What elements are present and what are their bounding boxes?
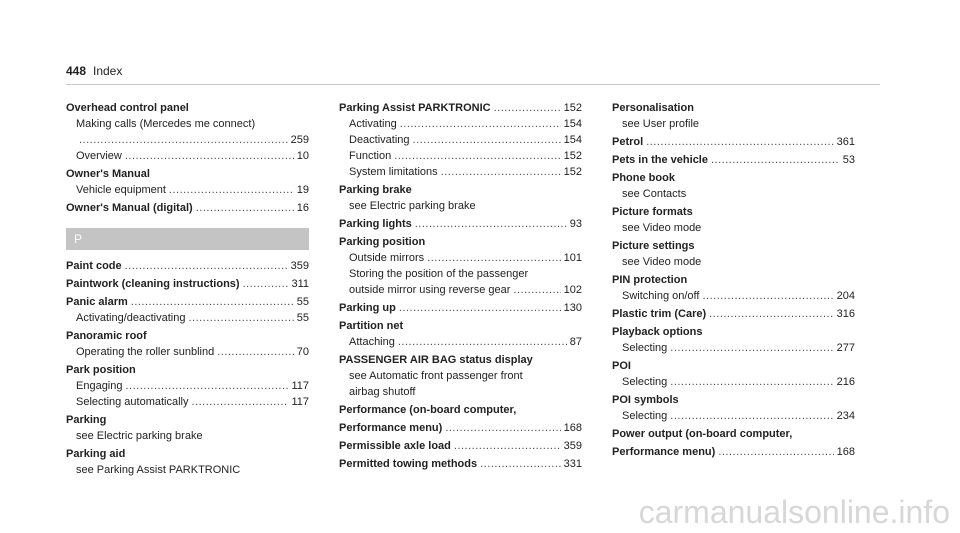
sub-entry — [339, 334, 582, 350]
leader-dots — [79, 132, 288, 148]
index-entry — [612, 204, 855, 236]
page-ref: 102 — [563, 284, 582, 296]
leader-dots — [718, 444, 833, 460]
leader-dots — [415, 216, 567, 232]
index-entry — [339, 438, 582, 454]
page-ref: 117 — [291, 396, 309, 408]
sub-entry — [66, 344, 309, 360]
index-entry — [66, 276, 309, 292]
index-entry — [339, 456, 582, 472]
sub-entry — [66, 148, 309, 164]
sub-entry-text: Storing the position of the passenger — [349, 268, 529, 280]
sub-entry-text: Function — [349, 150, 392, 162]
leader-dots — [192, 394, 289, 410]
sub-entry-text: see User profile — [622, 118, 700, 130]
index-entry — [66, 294, 309, 326]
leader-dots — [126, 378, 289, 394]
page-ref: 152 — [563, 150, 582, 162]
leader-dots — [125, 148, 294, 164]
entry-title: Owner's Manual (digital) — [66, 202, 193, 214]
index-entry — [612, 306, 855, 322]
index-entry — [612, 392, 855, 424]
page-ref: 101 — [563, 252, 582, 264]
entry-title: Personalisation — [612, 102, 694, 114]
entry-heading — [66, 258, 309, 274]
index-entry — [612, 324, 855, 356]
leader-dots — [445, 420, 560, 436]
sub-entry — [612, 340, 855, 356]
entry-title: Performance (on-board computer, — [339, 404, 517, 416]
sub-entry — [339, 164, 582, 180]
entry-title: Parking lights — [339, 218, 412, 230]
index-entry — [66, 412, 309, 444]
leader-dots — [670, 408, 833, 424]
page-ref: 234 — [836, 410, 855, 422]
page-ref: 168 — [563, 422, 582, 434]
sub-entry-text: Engaging — [76, 380, 123, 392]
leader-dots — [196, 200, 294, 216]
entry-title: Permitted towing methods — [339, 458, 478, 470]
leader-dots — [243, 276, 289, 292]
entry-heading — [66, 276, 309, 292]
entry-heading — [339, 100, 582, 116]
page-header — [0, 64, 880, 82]
sub-entry — [339, 116, 582, 132]
entry-title: Permissible axle load — [339, 440, 451, 452]
sub-entry-text: Activating — [349, 118, 397, 130]
index-entry — [339, 234, 582, 298]
entry-title: POI symbols — [612, 394, 679, 406]
sub-entry-text: Activating/deactivating — [76, 312, 186, 324]
leader-dots — [670, 374, 833, 390]
index-entry — [612, 238, 855, 270]
sub-entry-text: outside mirror using reverse gear — [349, 284, 511, 296]
index-entry — [66, 200, 309, 216]
sub-entry-text: Selecting — [622, 410, 668, 422]
index-entry — [612, 358, 855, 390]
index-entry — [612, 152, 855, 168]
leader-dots — [188, 310, 293, 326]
index-entry — [612, 272, 855, 304]
letter-heading: P — [66, 228, 309, 250]
page-ref: 359 — [290, 260, 309, 272]
sub-entry — [339, 282, 582, 298]
page-ref: 277 — [836, 342, 855, 354]
entry-title: Power output (on-board computer, — [612, 428, 793, 440]
sub-entry-text: System limitations — [349, 166, 438, 178]
page-ref: 55 — [296, 312, 309, 324]
leader-dots — [646, 134, 833, 150]
index-column-2 — [339, 100, 582, 474]
entry-title: Paint code — [66, 260, 122, 272]
sub-entry-text: Attaching — [349, 336, 395, 348]
sub-entry-text: see Electric parking brake — [76, 430, 203, 442]
entry-title: Parking up — [339, 302, 396, 314]
sub-entry-text: Switching on/off — [622, 290, 700, 302]
entry-title: Plastic trim (Care) — [612, 308, 707, 320]
page-ref: 316 — [836, 308, 855, 320]
index-column-1 — [66, 100, 309, 480]
sub-entry-text: Selecting — [622, 376, 668, 388]
entry-title: Petrol — [612, 136, 644, 148]
sub-entry-text: Vehicle equipment — [76, 184, 166, 196]
entry-heading — [339, 216, 582, 232]
index-entry — [66, 446, 309, 478]
entry-heading — [339, 456, 582, 472]
index-entry — [66, 328, 309, 360]
leader-dots — [427, 250, 560, 266]
sub-entry-text: Outside mirrors — [349, 252, 425, 264]
page-ref: 359 — [563, 440, 582, 452]
index-entry — [339, 402, 582, 418]
leader-dots — [702, 288, 833, 304]
index-entry — [612, 100, 855, 132]
entry-title: Park position — [66, 364, 136, 376]
page-number: 448 — [66, 64, 87, 78]
entry-title: POI — [612, 360, 631, 372]
sub-entry-text: Overview — [76, 150, 122, 162]
sub-entry — [612, 288, 855, 304]
entry-title: Parking aid — [66, 448, 126, 460]
page-ref: 93 — [569, 218, 582, 230]
sub-entry — [339, 148, 582, 164]
index-entry — [339, 182, 582, 214]
sub-entry-text: Selecting — [622, 342, 668, 354]
entry-title: Partition net — [339, 320, 404, 332]
page-ref: 216 — [836, 376, 855, 388]
page-ref: 168 — [836, 446, 855, 458]
sub-entry-text: see Video mode — [622, 222, 702, 234]
index-entry — [612, 134, 855, 150]
leader-dots — [454, 438, 561, 454]
leader-dots — [394, 148, 560, 164]
leader-dots — [494, 100, 561, 116]
index-entry — [66, 362, 309, 410]
entry-heading — [339, 438, 582, 454]
header-divider — [66, 84, 880, 85]
page-ref: 152 — [563, 166, 582, 178]
page-ref: 87 — [569, 336, 582, 348]
page-ref: 152 — [563, 102, 582, 114]
page-ref: 55 — [296, 296, 309, 308]
page-ref: 70 — [296, 346, 309, 358]
index-entry — [339, 318, 582, 350]
leader-dots — [670, 340, 833, 356]
page-ref: 53 — [842, 154, 855, 166]
page-ref: 117 — [291, 380, 309, 392]
leader-dots — [513, 282, 560, 298]
entry-heading — [612, 134, 855, 150]
entry-title: Parking Assist PARKTRONIC — [339, 102, 491, 114]
entry-heading — [612, 444, 855, 460]
entry-title: Performance menu) — [612, 446, 716, 458]
leader-dots — [441, 164, 561, 180]
sub-entry-text: see Electric parking brake — [349, 200, 476, 212]
sub-entry-text: see Contacts — [622, 188, 687, 200]
entry-heading — [339, 300, 582, 316]
page-ref: 259 — [290, 134, 309, 146]
page-ref: 154 — [563, 118, 582, 130]
page-ref: 130 — [563, 302, 582, 314]
leader-dots — [711, 152, 840, 168]
entry-title: Paintwork (cleaning instructions) — [66, 278, 240, 290]
sub-entry — [66, 310, 309, 326]
entry-title: Playback options — [612, 326, 703, 338]
page-ref: 10 — [296, 150, 309, 162]
entry-title: Overhead control panel — [66, 102, 189, 114]
page-ref: 154 — [563, 134, 582, 146]
index-entry — [66, 166, 309, 198]
sub-entry-text: Operating the roller sunblind — [76, 346, 215, 358]
entry-title: Picture formats — [612, 206, 693, 218]
entry-title: Pets in the vehicle — [612, 154, 708, 166]
entry-heading — [612, 152, 855, 168]
sub-entry — [66, 182, 309, 198]
entry-title: Panic alarm — [66, 296, 128, 308]
entry-heading — [66, 294, 309, 310]
page-ref: 331 — [563, 458, 582, 470]
leader-dots — [399, 300, 561, 316]
entry-title: PIN protection — [612, 274, 688, 286]
entry-heading — [612, 306, 855, 322]
entry-title: Parking position — [339, 236, 426, 248]
sub-entry-text: see Parking Assist PARKTRONIC — [76, 464, 241, 476]
page-ref: 361 — [836, 136, 855, 148]
sub-entry — [612, 374, 855, 390]
watermark: carmanualsonline.info — [638, 494, 950, 530]
page-ref: 16 — [296, 202, 309, 214]
sub-entry-text: Making calls (Mercedes me connect) — [76, 118, 256, 130]
leader-dots — [169, 182, 294, 198]
leader-dots — [398, 334, 567, 350]
leader-dots — [125, 258, 288, 274]
index-entry — [339, 216, 582, 232]
sub-entry — [339, 132, 582, 148]
page-ref: 311 — [291, 278, 309, 290]
entry-title: Panoramic roof — [66, 330, 147, 342]
leader-dots — [131, 294, 294, 310]
section-title: Index — [93, 64, 123, 78]
page-ref: 19 — [296, 184, 309, 196]
page-ref: 204 — [836, 290, 855, 302]
leader-dots — [217, 344, 294, 360]
leader-dots — [709, 306, 833, 322]
sub-entry — [339, 250, 582, 266]
index-entry — [66, 100, 309, 164]
entry-title: Phone book — [612, 172, 675, 184]
entry-heading — [339, 420, 582, 436]
leader-dots — [413, 132, 561, 148]
entry-heading — [66, 200, 309, 216]
entry-title: Parking brake — [339, 184, 412, 196]
sub-entry — [66, 378, 309, 394]
sub-entry — [612, 408, 855, 424]
sub-entry-text: airbag shutoff — [349, 386, 416, 398]
sub-entry — [66, 132, 309, 148]
sub-entry-text: see Automatic front passenger front — [349, 370, 523, 382]
sub-entry — [66, 394, 309, 410]
index-entry — [339, 420, 582, 436]
entry-title: Owner's Manual — [66, 168, 150, 180]
index-entry — [339, 300, 582, 316]
index-column-3 — [612, 100, 855, 462]
sub-entry-text: see Video mode — [622, 256, 702, 268]
entry-title: Picture settings — [612, 240, 695, 252]
sub-entry-text: Selecting automatically — [76, 396, 189, 408]
entry-title: PASSENGER AIR BAG status display — [339, 354, 533, 366]
index-entry — [66, 258, 309, 274]
index-entry — [612, 170, 855, 202]
entry-title: Performance menu) — [339, 422, 443, 434]
leader-dots — [400, 116, 561, 132]
index-entry — [339, 352, 582, 400]
leader-dots — [480, 456, 561, 472]
index-entry — [339, 100, 582, 180]
index-entry — [612, 426, 855, 442]
sub-entry-text: Deactivating — [349, 134, 410, 146]
index-entry — [612, 444, 855, 460]
entry-title: Parking — [66, 414, 107, 426]
